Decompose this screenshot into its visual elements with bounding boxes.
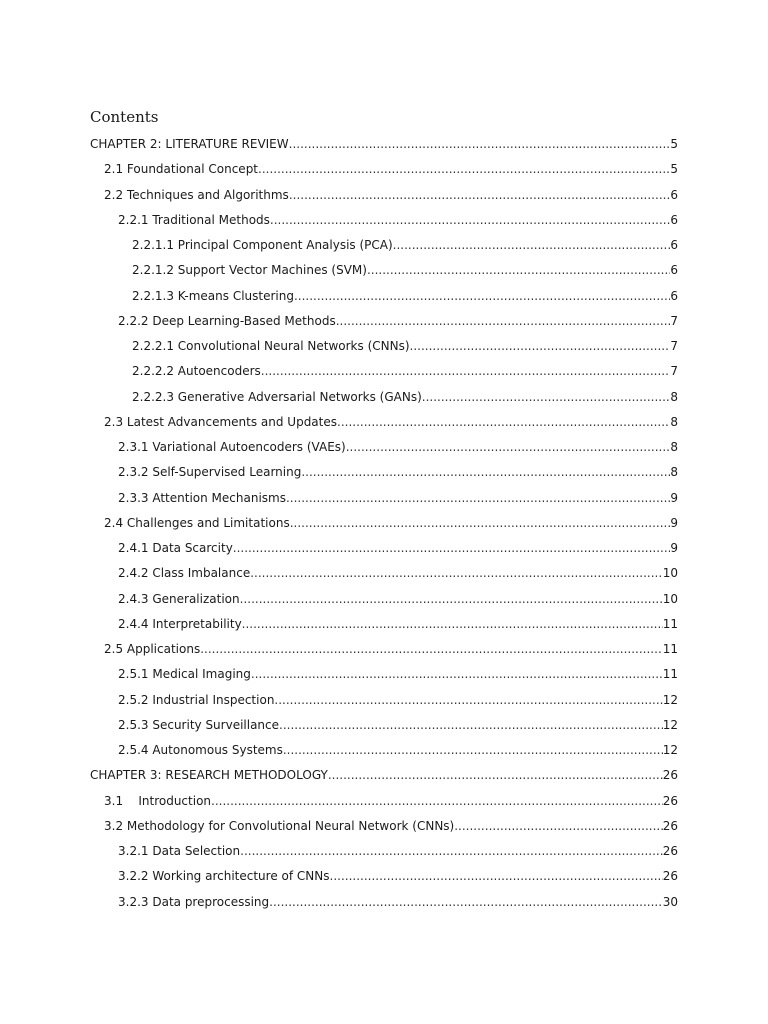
toc-entry[interactable] <box>0 286 768 311</box>
toc-entry-title: 2.3.2 Self-Supervised Learning <box>118 465 302 480</box>
toc-dot-leader <box>346 437 671 457</box>
toc-dot-leader <box>242 614 663 634</box>
toc-entry[interactable] <box>0 412 768 437</box>
toc-entry-title: 2.2.1.2 Support Vector Machines (SVM) <box>132 263 367 278</box>
toc-page-number: 7 <box>670 339 678 353</box>
toc-dot-leader <box>233 538 671 558</box>
toc-entry[interactable] <box>0 210 768 235</box>
toc-entry-title: 2.4 Challenges and Limitations <box>104 515 290 530</box>
toc-heading: Contents <box>90 108 159 126</box>
toc-page-number: 10 <box>662 566 678 581</box>
toc-entry-title: 2.3.3 Attention Mechanisms <box>118 490 286 505</box>
toc-entry-title: 2.4.2 Class Imbalance <box>118 566 251 581</box>
toc-page-number: 30 <box>662 894 678 909</box>
toc-entry-title: 2.4.4 Interpretability <box>118 616 242 631</box>
toc-dot-leader <box>393 235 671 255</box>
toc-entry[interactable] <box>0 513 768 538</box>
toc-dot-leader <box>270 210 670 230</box>
toc-entry-title: 3.2.1 Data Selection <box>118 844 241 858</box>
toc-page-number: 8 <box>670 465 678 480</box>
toc-dot-leader <box>289 185 671 205</box>
toc-dot-leader <box>279 715 663 735</box>
toc-page-number: 26 <box>662 768 678 783</box>
toc-entry-title: 3.2.2 Working architecture of CNNs <box>118 869 330 884</box>
toc-entry-title: 2.2.1 Traditional Methods <box>118 212 270 227</box>
toc-dot-leader <box>328 765 663 785</box>
toc-entry-title: 2.5 Applications <box>104 642 201 656</box>
toc-page-number: 8 <box>670 414 678 429</box>
toc-entry-title: 2.2.2.1 Convolutional Neural Networks (CNNs) <box>132 339 410 353</box>
toc-entry[interactable] <box>0 690 768 715</box>
toc-entry-title: 2.2 Techniques and Algorithms <box>104 187 289 202</box>
toc-page-number: 12 <box>662 743 678 757</box>
toc-dot-leader <box>367 260 670 280</box>
toc-dot-leader <box>290 513 671 533</box>
toc-entry[interactable] <box>0 437 768 462</box>
toc-dot-leader <box>283 740 663 760</box>
toc-dot-leader <box>274 690 662 710</box>
toc-page-number: 9 <box>670 515 678 530</box>
toc-entry[interactable] <box>0 235 768 260</box>
toc-page-number: 8 <box>670 389 678 404</box>
toc-page-number: 9 <box>670 490 678 505</box>
toc-page-number: 11 <box>662 667 678 682</box>
toc-page-number: 11 <box>662 616 678 631</box>
toc-entry[interactable] <box>0 639 768 664</box>
toc-entry-title: 2.4.1 Data Scarcity <box>118 541 233 555</box>
toc-entry[interactable] <box>0 866 768 891</box>
toc-entry-title: 2.5.1 Medical Imaging <box>118 667 251 682</box>
toc-entry-title: 3.2.3 Data preprocessing <box>118 894 270 909</box>
toc-entry-title: 2.4.3 Generalization <box>118 591 240 606</box>
toc-page-number: 10 <box>662 591 678 606</box>
toc-page-number: 12 <box>662 717 678 732</box>
toc-entry[interactable] <box>0 614 768 639</box>
toc-entry[interactable] <box>0 538 768 563</box>
toc-page-number: 6 <box>670 263 678 278</box>
toc-entry[interactable] <box>0 740 768 765</box>
toc-page-number: 26 <box>662 844 678 858</box>
toc-entry[interactable] <box>0 816 768 841</box>
toc-dot-leader <box>330 866 663 886</box>
toc-page-number: 7 <box>670 313 678 328</box>
toc-entry[interactable] <box>0 589 768 614</box>
toc-dot-leader <box>337 412 670 432</box>
toc-entry[interactable] <box>0 185 768 210</box>
toc-dot-leader <box>454 816 662 836</box>
toc-entry[interactable] <box>0 159 768 184</box>
toc-entry[interactable] <box>0 336 768 361</box>
toc-entry[interactable] <box>0 311 768 336</box>
toc-entry[interactable] <box>0 488 768 513</box>
toc-dot-leader <box>240 841 663 861</box>
toc-entry[interactable] <box>0 387 768 412</box>
toc-entry-title: 2.3.1 Variational Autoencoders (VAEs) <box>118 440 346 454</box>
toc-entry[interactable] <box>0 791 768 816</box>
toc-dot-leader <box>422 387 671 407</box>
toc-page-number: 5 <box>670 162 678 177</box>
toc-entry-title: 3.2 Methodology for Convolutional Neural Network (CNNs) <box>104 818 455 833</box>
toc-entry[interactable] <box>0 361 768 386</box>
toc-dot-leader <box>410 336 671 356</box>
toc-entry-title: 2.5.3 Security Surveillance <box>118 717 280 732</box>
toc-dot-leader <box>258 159 670 179</box>
toc-page-number: 26 <box>662 869 678 884</box>
toc-entry[interactable] <box>0 715 768 740</box>
toc-entry[interactable] <box>0 563 768 588</box>
toc-entry-title: 2.2.1.1 Principal Component Analysis (PCA) <box>132 238 393 252</box>
toc-page-number: 12 <box>662 692 678 707</box>
toc-page-number: 9 <box>670 541 678 555</box>
toc-dot-leader <box>294 286 670 306</box>
toc-entry-title: 3.1 Introduction <box>104 793 212 808</box>
toc-entry-title: 2.2.2.3 Generative Adversarial Networks (GANs) <box>132 389 422 404</box>
toc-dot-leader <box>289 134 671 154</box>
toc-entry-title: 2.5.2 Industrial Inspection <box>118 692 275 707</box>
toc-list <box>0 134 768 917</box>
toc-dot-leader <box>261 361 671 381</box>
toc-dot-leader <box>286 488 670 508</box>
toc-entry[interactable] <box>0 841 768 866</box>
toc-entry-title: CHAPTER 2: LITERATURE REVIEW <box>90 137 289 151</box>
toc-page-number: 7 <box>670 364 678 379</box>
toc-entry-title: 2.3 Latest Advancements and Updates <box>104 414 338 429</box>
toc-dot-leader <box>250 563 663 583</box>
toc-entry[interactable] <box>0 892 768 917</box>
toc-page-number: 26 <box>662 793 678 808</box>
toc-dot-leader <box>211 791 663 811</box>
toc-entry[interactable] <box>0 664 768 689</box>
toc-page-number: 6 <box>670 288 678 303</box>
toc-entry[interactable] <box>0 134 768 159</box>
toc-page-number: 8 <box>670 440 678 454</box>
toc-page-number: 6 <box>670 238 678 252</box>
toc-entry-title: 2.2.2.2 Autoencoders <box>132 364 261 379</box>
toc-dot-leader <box>269 892 663 912</box>
toc-page-number: 6 <box>670 187 678 202</box>
toc-dot-leader <box>200 639 663 659</box>
toc-dot-leader <box>251 664 663 684</box>
toc-page-number: 11 <box>662 642 678 656</box>
toc-entry-title: CHAPTER 3: RESEARCH METHODOLOGY <box>90 768 328 783</box>
toc-page-number: 6 <box>670 212 678 227</box>
toc-page-number: 5 <box>670 137 678 151</box>
toc-dot-leader <box>301 462 670 482</box>
toc-entry[interactable] <box>0 765 768 790</box>
toc-entry-title: 2.5.4 Autonomous Systems <box>118 743 283 757</box>
toc-dot-leader <box>240 589 663 609</box>
toc-entry-title: 2.2.1.3 K-means Clustering <box>132 288 294 303</box>
toc-dot-leader <box>336 311 671 331</box>
toc-entry-title: 2.1 Foundational Concept <box>104 162 259 177</box>
toc-page-number: 26 <box>662 818 678 833</box>
toc-entry-title: 2.2.2 Deep Learning-Based Methods <box>118 313 336 328</box>
toc-entry[interactable] <box>0 260 768 285</box>
toc-entry[interactable] <box>0 462 768 487</box>
